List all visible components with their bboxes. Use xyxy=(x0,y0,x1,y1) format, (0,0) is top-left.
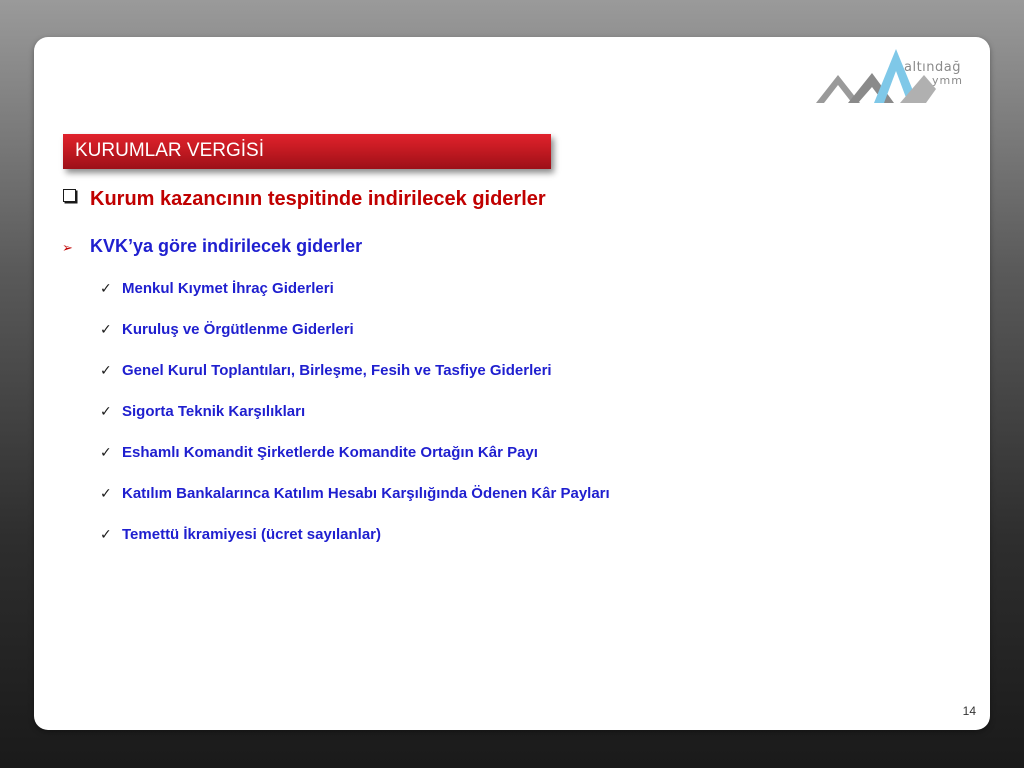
checkmark-icon: ✓ xyxy=(100,404,112,420)
list-item xyxy=(100,403,610,444)
checklist xyxy=(100,280,610,567)
slide xyxy=(34,37,990,730)
list-item xyxy=(100,526,610,567)
heading-text: Kurum kazancının tespitinde indirilecek giderler xyxy=(90,188,546,210)
square-bullet-icon xyxy=(63,189,76,202)
checkmark-icon: ✓ xyxy=(100,486,112,502)
list-item xyxy=(100,321,610,362)
section-title: KURUMLAR VERGİSİ xyxy=(75,140,264,161)
list-item-text: Sigorta Teknik Karşılıkları xyxy=(122,403,306,420)
subheading-item xyxy=(62,236,362,257)
page-number: 14 xyxy=(962,704,976,718)
arrow-bullet-icon: ➢ xyxy=(62,240,73,255)
list-item xyxy=(100,362,610,403)
logo-name: altındağ xyxy=(904,60,961,75)
subheading-text: KVK’ya göre indirilecek giderler xyxy=(90,236,363,256)
list-item xyxy=(100,444,610,485)
list-item xyxy=(100,280,610,321)
list-item xyxy=(100,485,610,526)
list-item-text: Menkul Kıymet İhraç Giderleri xyxy=(122,280,334,297)
list-item-text: Genel Kurul Toplantıları, Birleşme, Fesih ve Tasfiye Giderleri xyxy=(122,362,552,379)
list-item-text: Kuruluş ve Örgütlenme Giderleri xyxy=(122,321,354,338)
section-title-bar xyxy=(63,134,551,169)
checkmark-icon: ✓ xyxy=(100,445,112,461)
logo-sub: ymm xyxy=(932,74,963,87)
checkmark-icon: ✓ xyxy=(100,322,112,338)
logo-wordmark xyxy=(904,61,963,87)
list-item-text: Temettü İkramiyesi (ücret sayılanlar) xyxy=(122,526,381,543)
list-item-text: Katılım Bankalarınca Katılım Hesabı Karşılığında Ödenen Kâr Payları xyxy=(122,485,610,502)
checkmark-icon: ✓ xyxy=(100,281,112,297)
checkmark-icon: ✓ xyxy=(100,527,112,543)
checkmark-icon: ✓ xyxy=(100,363,112,379)
heading-item xyxy=(62,188,546,211)
list-item-text: Eshamlı Komandit Şirketlerde Komandite Ortağın Kâr Payı xyxy=(122,444,538,461)
